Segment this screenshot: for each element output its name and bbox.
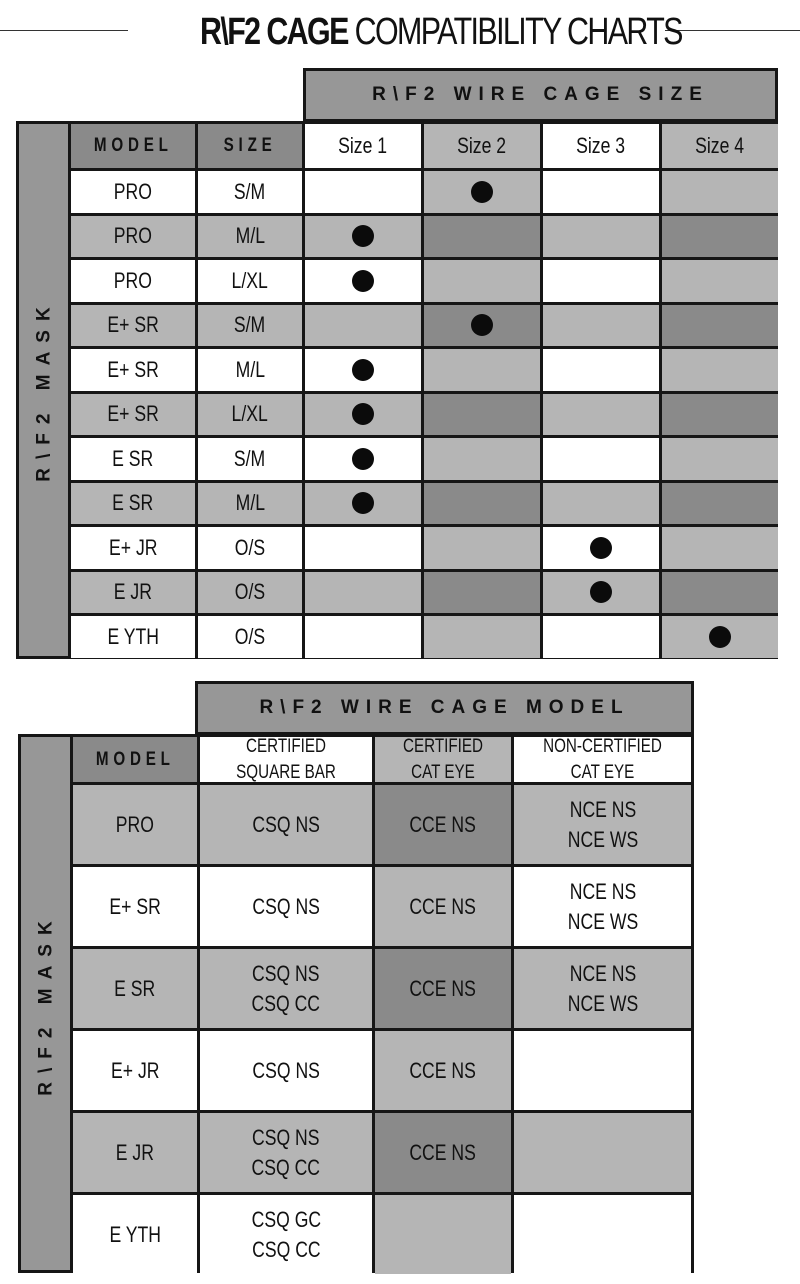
fit-cell-size-3 [543,616,659,658]
fit-cell-size-3 [543,305,659,347]
row-size-text: S/M [234,445,266,471]
column-header-cage-3 [514,737,691,782]
cage-nce-text: NCE NS NCE WS [567,796,638,852]
cage-csq-text: CSQ GC CSQ CC [251,1206,321,1262]
page-title-rest: COMPATIBILITY CHARTS [347,11,682,53]
fit-cell-size-2 [424,216,540,258]
model-compatibility-table [70,734,694,1273]
cage-cce-text: CCE NS [409,811,477,837]
row-model-text: E+ SR [107,401,159,427]
row-model [73,785,197,864]
row-model-text: E+ JR [108,534,158,560]
fit-cell-size-2 [424,483,540,525]
size-compatibility-table [68,121,778,659]
row-model [71,483,195,525]
row-size-text: M/L [235,356,265,382]
cage-nce-text: NCE NS NCE WS [567,878,638,934]
row-size-text: O/S [234,579,266,605]
row-model [71,349,195,391]
row-size [198,171,302,213]
fit-cell-size-3 [543,394,659,436]
fit-cell-size-4 [662,394,778,436]
compatible-dot [709,626,731,648]
cage-cce [375,785,511,864]
cage-cce [375,1113,511,1192]
row-model [73,867,197,946]
row-model-text: E SR [114,975,156,1001]
size-chart-side-text: R\F2 MASK [34,298,55,482]
fit-cell-size-3 [543,572,659,614]
cage-csq-text: CSQ NS [252,811,320,837]
row-model-text: E YTH [109,1221,161,1247]
row-model-text: PRO [115,811,155,837]
fit-cell-size-1 [305,171,421,213]
cage-csq [200,949,372,1028]
row-model [73,949,197,1028]
compatible-dot [352,359,374,381]
column-header-size-2 [424,124,540,168]
column-header-size-text: SIZE [223,135,277,157]
row-size-text: O/S [234,623,266,649]
fit-cell-size-4 [662,483,778,525]
row-model [71,527,195,569]
fit-cell-size-2 [424,438,540,480]
fit-cell-size-2 [424,260,540,302]
cage-csq-text: CSQ NS [252,1057,320,1083]
column-header-size-1-text: Size 1 [338,133,388,159]
fit-cell-size-3 [543,260,659,302]
page-title-bold: R\F2 CAGE [200,11,348,53]
fit-cell-size-1 [305,483,421,525]
column-header-cage-1-text: CERTIFIED SQUARE BAR [236,737,336,782]
row-model [71,394,195,436]
row-model-text: E+ JR [110,1057,160,1083]
fit-cell-size-1 [305,349,421,391]
cage-cce [375,867,511,946]
row-size-text: O/S [234,534,266,560]
row-model [71,171,195,213]
cage-csq-text: CSQ NS CSQ CC [251,960,321,1016]
cage-csq [200,1031,372,1110]
title-rule-right [665,30,800,31]
compatible-dot [590,581,612,603]
row-model [71,305,195,347]
fit-cell-size-4 [662,572,778,614]
row-size [198,260,302,302]
cage-csq [200,1195,372,1274]
fit-cell-size-4 [662,349,778,391]
fit-cell-size-3 [543,216,659,258]
cage-nce [514,867,691,946]
fit-cell-size-4 [662,260,778,302]
cage-cce-text: CCE NS [409,975,477,1001]
model-chart-group-label: R\F2 WIRE CAGE MODEL [259,697,630,718]
row-size [198,305,302,347]
row-model [71,616,195,658]
column-header-cage-3-text: NON-CERTIFIED CAT EYE [543,737,662,782]
row-model [71,438,195,480]
fit-cell-size-1 [305,260,421,302]
compatible-dot [352,403,374,425]
cage-cce-text: CCE NS [409,1057,477,1083]
column-header-model [73,737,197,782]
fit-cell-size-1 [305,394,421,436]
column-header-model-text: MODEL [93,135,173,157]
column-header-model [71,124,195,168]
row-size [198,616,302,658]
fit-cell-size-3 [543,438,659,480]
fit-cell-size-2 [424,349,540,391]
cage-cce-text: CCE NS [409,1139,477,1165]
fit-cell-size-2 [424,171,540,213]
size-chart-side-label [16,121,71,659]
cage-csq [200,785,372,864]
row-model [73,1031,197,1110]
fit-cell-size-4 [662,216,778,258]
row-model-text: E+ SR [107,312,159,338]
fit-cell-size-2 [424,527,540,569]
fit-cell-size-4 [662,305,778,347]
row-model [73,1113,197,1192]
column-header-cage-1 [200,737,372,782]
model-chart-side-text: R\F2 MASK [36,911,57,1096]
row-size [198,483,302,525]
fit-cell-size-3 [543,349,659,391]
cage-nce [514,949,691,1028]
compatible-dot [471,314,493,336]
compatible-dot [352,225,374,247]
cage-nce [514,1031,691,1110]
row-size [198,349,302,391]
column-header-size-4 [662,124,778,168]
page-title [200,8,682,56]
fit-cell-size-1 [305,438,421,480]
cage-cce [375,949,511,1028]
compatible-dot [471,181,493,203]
row-size [198,216,302,258]
row-model-text: E YTH [107,623,159,649]
fit-cell-size-4 [662,527,778,569]
column-header-cage-2-text: CERTIFIED CAT EYE [403,737,483,782]
compatible-dot [352,448,374,470]
column-header-size-2-text: Size 2 [457,133,507,159]
row-size [198,438,302,480]
fit-cell-size-2 [424,616,540,658]
fit-cell-size-1 [305,305,421,347]
fit-cell-size-3 [543,527,659,569]
compatible-dot [352,270,374,292]
column-header-size [198,124,302,168]
size-chart-group-header [303,68,778,122]
cage-csq-text: CSQ NS CSQ CC [251,1124,321,1180]
cage-csq [200,867,372,946]
row-size-text: M/L [235,223,265,249]
fit-cell-size-2 [424,305,540,347]
fit-cell-size-1 [305,572,421,614]
column-header-size-1 [305,124,421,168]
title-rule-left [0,30,128,31]
row-model-text: E+ SR [107,356,159,382]
row-model-text: E SR [112,445,154,471]
row-model-text: PRO [113,223,153,249]
fit-cell-size-3 [543,483,659,525]
row-model-text: PRO [113,267,153,293]
row-model-text: PRO [113,178,153,204]
row-size-text: L/XL [231,401,269,427]
fit-cell-size-4 [662,616,778,658]
model-chart-side-label [18,734,73,1273]
cage-nce [514,1195,691,1274]
row-size [198,572,302,614]
column-header-size-3-text: Size 3 [576,133,626,159]
row-model-text: E JR [115,1139,155,1165]
row-size-text: S/M [234,312,266,338]
fit-cell-size-2 [424,572,540,614]
fit-cell-size-1 [305,527,421,569]
row-size-text: M/L [235,490,265,516]
row-size-text: L/XL [231,267,269,293]
cage-nce-text: NCE NS NCE WS [567,960,638,1016]
column-header-cage-2 [375,737,511,782]
fit-cell-size-4 [662,171,778,213]
row-model [71,572,195,614]
row-size [198,394,302,436]
fit-cell-size-1 [305,616,421,658]
compatible-dot [590,537,612,559]
cage-nce [514,1113,691,1192]
compatible-dot [352,492,374,514]
model-chart-group-header [195,681,694,735]
size-chart-group-label: R\F2 WIRE CAGE SIZE [372,84,709,105]
column-header-model-text: MODEL [95,748,175,770]
fit-cell-size-2 [424,394,540,436]
row-size [198,527,302,569]
column-header-size-4-text: Size 4 [695,133,745,159]
row-model [71,216,195,258]
row-size-text: S/M [234,178,266,204]
cage-nce [514,785,691,864]
row-model [71,260,195,302]
row-model-text: E JR [113,579,153,605]
cage-cce [375,1031,511,1110]
cage-csq [200,1113,372,1192]
row-model [73,1195,197,1274]
fit-cell-size-3 [543,171,659,213]
cage-csq-text: CSQ NS [252,893,320,919]
row-model-text: E+ SR [109,893,161,919]
cage-cce-text: CCE NS [409,893,477,919]
cage-cce [375,1195,511,1274]
row-model-text: E SR [112,490,154,516]
fit-cell-size-4 [662,438,778,480]
column-header-size-3 [543,124,659,168]
fit-cell-size-1 [305,216,421,258]
